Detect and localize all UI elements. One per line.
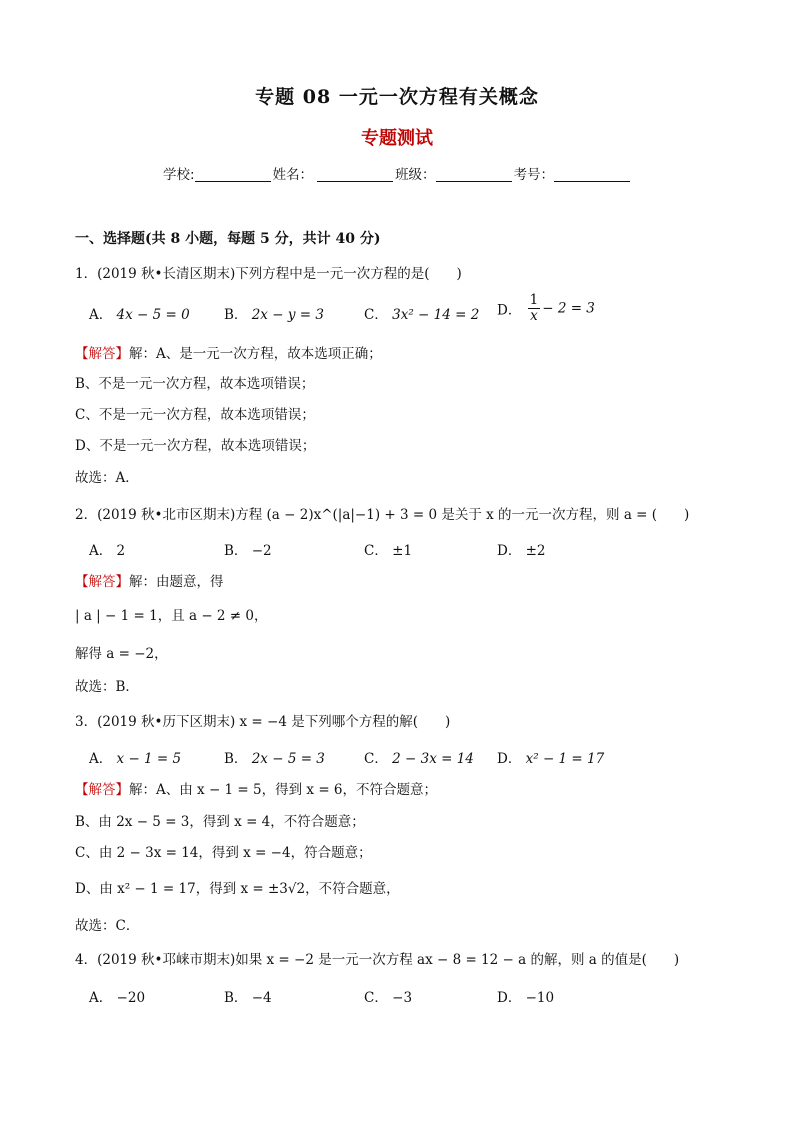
school-label: 学校: bbox=[163, 167, 195, 183]
q2-solution-line-1: 【解答】解：由题意，得 bbox=[75, 574, 224, 590]
number-blank[interactable] bbox=[554, 167, 630, 182]
q3-choice: 故选：C． bbox=[75, 918, 140, 934]
q3-solution-line-1: 【解答】解：A、由 x − 1 = 5，得到 x = 6，不符合题意； bbox=[75, 782, 438, 798]
school-blank[interactable] bbox=[195, 167, 271, 182]
student-info-row bbox=[163, 163, 632, 183]
q1-option-b: B． 2x − y = 3 bbox=[224, 307, 324, 323]
q4-option-d: D． −10 bbox=[497, 990, 555, 1006]
page-title: 专题 08 一元一次方程有关概念 bbox=[255, 86, 539, 108]
q1-choice: 故选：A． bbox=[75, 470, 139, 486]
question-1-stem: 1．(2019 秋•长清区期末)下列方程中是一元一次方程的是( ) bbox=[75, 266, 462, 282]
question-3-stem: 3．(2019 秋•历下区期末) x = −4 是下列哪个方程的解( ) bbox=[75, 714, 451, 730]
q1-solution-line-3: C、不是一元一次方程，故本选项错误； bbox=[75, 407, 315, 423]
q2-option-a: A． 2 bbox=[89, 543, 126, 559]
q4-option-c: C． −3 bbox=[364, 990, 413, 1006]
q4-option-a: A． −20 bbox=[89, 990, 146, 1006]
q1-option-d: D． $\frac{1}{x}$ − 2 = 3 bbox=[497, 292, 595, 324]
q3-solution-line-3: C、由 2 − 3x = 14，得到 x = −4，符合题意； bbox=[75, 845, 372, 861]
q3-solution-line-4: D、由 x² − 1 = 17，得到 x = ±3√2，不符合题意， bbox=[75, 881, 400, 897]
class-blank[interactable] bbox=[436, 167, 512, 182]
q3-solution-line-2: B、由 2x − 5 = 3，得到 x = 4，不符合题意； bbox=[75, 814, 365, 830]
page-subtitle: 专题测试 bbox=[361, 128, 433, 149]
number-label: 考号： bbox=[513, 167, 555, 183]
q1-solution-line-1: 【解答】解：A、是一元一次方程，故本选项正确； bbox=[75, 346, 382, 362]
q2-option-b: B． −2 bbox=[224, 543, 272, 559]
q3-option-c: C． 2 − 3x = 14 bbox=[364, 751, 474, 767]
q2-option-d: D． ±2 bbox=[497, 543, 546, 559]
q3-option-a: A． x − 1 = 5 bbox=[89, 751, 182, 767]
q1-option-c: C． 3x² − 14 = 2 bbox=[364, 307, 480, 323]
question-2-stem: 2．(2019 秋•北市区期末)方程 (a − 2)x^(|a|−1) + 3 = 0 是关于 x 的一元一次方程，则 a = ( ) bbox=[75, 507, 690, 523]
q2-solution-line-3: 解得 a = −2， bbox=[75, 646, 168, 662]
q3-option-d: D． x² − 1 = 17 bbox=[497, 751, 605, 767]
name-blank[interactable] bbox=[317, 167, 393, 182]
section-heading: 一、选择题(共 8 小题，每题 5 分，共计 40 分) bbox=[75, 231, 381, 247]
name-label: 姓名： bbox=[272, 167, 314, 183]
q2-option-c: C． ±1 bbox=[364, 543, 413, 559]
q1-option-d-fraction: $\frac{1}{x}$ bbox=[529, 292, 539, 324]
q1-option-a: A． 4x − 5 = 0 bbox=[89, 307, 190, 323]
q1-solution-line-2: B、不是一元一次方程，故本选项错误； bbox=[75, 376, 315, 392]
q2-solution-line-2: | a | − 1 = 1，且 a − 2 ≠ 0， bbox=[75, 608, 268, 624]
class-label: 班级： bbox=[395, 167, 436, 183]
q3-option-b: B． 2x − 5 = 3 bbox=[224, 751, 325, 767]
question-4-stem: 4．(2019 秋•邛崃市期末)如果 x = −2 是一元一次方程 ax − 8 = 12 − a 的解，则 a 的值是( ) bbox=[75, 952, 680, 968]
q4-option-b: B． −4 bbox=[224, 990, 272, 1006]
q1-solution-line-4: D、不是一元一次方程，故本选项错误； bbox=[75, 438, 316, 454]
q2-choice: 故选：B． bbox=[75, 679, 139, 695]
